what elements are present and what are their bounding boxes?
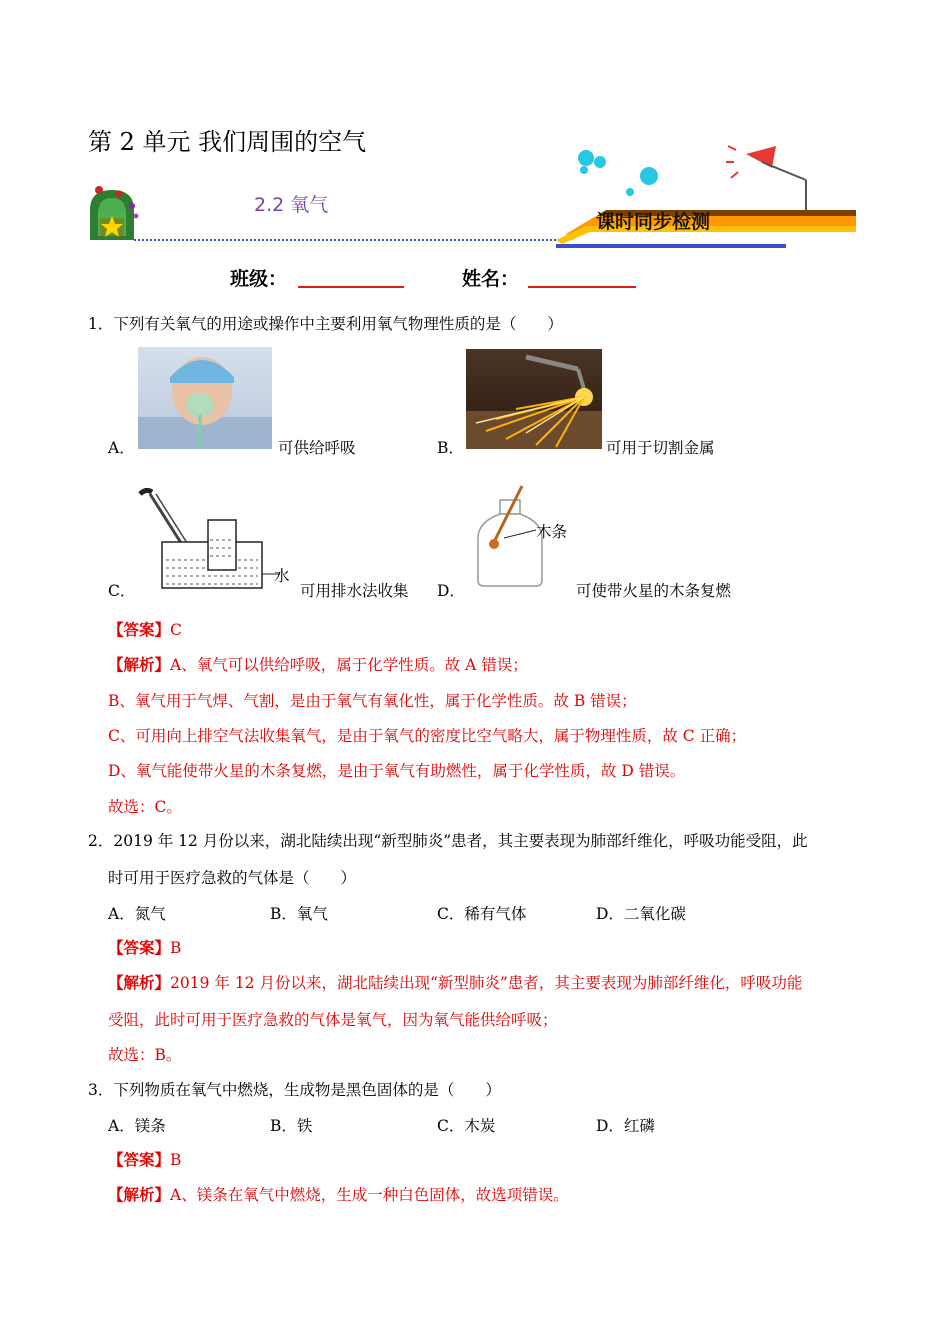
q2-option-a: A．氮气 <box>108 905 166 923</box>
class-blank[interactable] <box>298 286 404 288</box>
unit-title: 第 2 单元 我们周围的空气 <box>88 128 367 156</box>
q3-analysis: 【解析】A、镁条在氧气中燃烧，生成一种白色固体，故选项错误。 <box>108 1185 569 1204</box>
q1-analysis-line-2: B、氧气用于气焊、气割，是由于氧气有氧化性，属于化学性质。故 B 错误； <box>108 692 637 710</box>
q1-option-a-letter: A． <box>108 439 135 457</box>
q2-option-d: D．二氧化碳 <box>596 905 686 923</box>
dot-icon <box>95 186 103 194</box>
name-label: 姓名： <box>462 268 520 290</box>
q1-answer-value: C <box>170 621 182 639</box>
q2-answer <box>108 937 181 959</box>
banner-label: 课时同步检测 <box>596 211 711 233</box>
name-blank[interactable] <box>528 286 636 288</box>
q3-answer-value: B <box>170 1151 182 1169</box>
q1-analysis-line-1: 【解析】A、氧气可以供给呼吸，属于化学性质。故 A 错误； <box>108 655 528 674</box>
q3-option-a: A．镁条 <box>108 1117 166 1135</box>
section-banner <box>86 140 856 250</box>
q2-option-b: B．氧气 <box>270 905 328 923</box>
q1-option-b-text: 可用于切割金属 <box>606 439 715 457</box>
q1-answer-tag: 【答案】 <box>108 620 171 639</box>
class-label: 班级： <box>230 268 288 290</box>
q3-answer-tag: 【答案】 <box>108 1150 171 1169</box>
q3-answer <box>108 1149 181 1171</box>
q2-answer-value: B <box>170 939 182 957</box>
q1-analysis-line-4: D、氧气能使带火星的木条复燃，是由于氧气有助燃性，属于化学性质，故 D 错误。 <box>108 762 686 780</box>
section-title: 2.2 氧气 <box>254 194 329 216</box>
q1-image-c-water-label: 水 <box>274 567 290 585</box>
q1-option-b-letter: B． <box>437 439 464 457</box>
q1-answer <box>108 619 182 641</box>
q1-image-a <box>138 347 272 449</box>
q2-analysis-line-1: 【解析】2019 年 12 月份以来，湖北陆续出现“新型肺炎”患者，其主要表现为肺部纤维化，呼吸功能 <box>108 973 803 992</box>
q1-conclusion: 故选：C。 <box>108 798 182 816</box>
lamp-icon <box>726 146 806 210</box>
q2-conclusion: 故选：B。 <box>108 1046 182 1064</box>
q3-option-d: D．红磷 <box>596 1117 655 1135</box>
q2-stem-line-2: 时可用于医疗急救的气体是（ ） <box>108 869 357 887</box>
bubble-icon <box>578 150 594 166</box>
q1-option-d-text: 可使带火星的木条复燃 <box>576 582 732 600</box>
q3-stem: 3．下列物质在氧气中燃烧，生成物是黑色固体的是（ ） <box>88 1081 501 1099</box>
q3-option-b: B．铁 <box>270 1117 313 1135</box>
q2-stem-line-1: 2．2019 年 12 月份以来，湖北陆续出现“新型肺炎”患者，其主要表现为肺部纤维化，呼吸功能受阻，此 <box>88 832 808 850</box>
q1-analysis-tag: 【解析】 <box>108 655 171 674</box>
q1-analysis-line-3: C、可用向上排空气法收集氧气，是由于氧气的密度比空气略大，属于物理性质，故 C 正确； <box>108 727 747 745</box>
q2-analysis-line-2: 受阻，此时可用于医疗急救的气体是氧气，因为氧气能供给呼吸； <box>108 1011 558 1029</box>
q1-image-d-stick-label: 木条 <box>536 523 568 541</box>
q1-option-c-text: 可用排水法收集 <box>300 582 409 600</box>
q2-answer-tag: 【答案】 <box>108 938 171 957</box>
q3-analysis-tag: 【解析】 <box>108 1185 171 1204</box>
q1-stem: 1．下列有关氧气的用途或操作中主要利用氧气物理性质的是（ ） <box>88 315 563 333</box>
q1-image-b <box>466 349 602 449</box>
q1-option-a-text: 可供给呼吸 <box>278 439 356 457</box>
q2-analysis-tag: 【解析】 <box>108 973 171 992</box>
q2-option-c: C．稀有气体 <box>437 905 527 923</box>
q1-option-c-letter: C． <box>108 582 136 600</box>
q1-option-d-letter: D． <box>437 582 465 600</box>
q3-option-c: C．木炭 <box>437 1117 496 1135</box>
